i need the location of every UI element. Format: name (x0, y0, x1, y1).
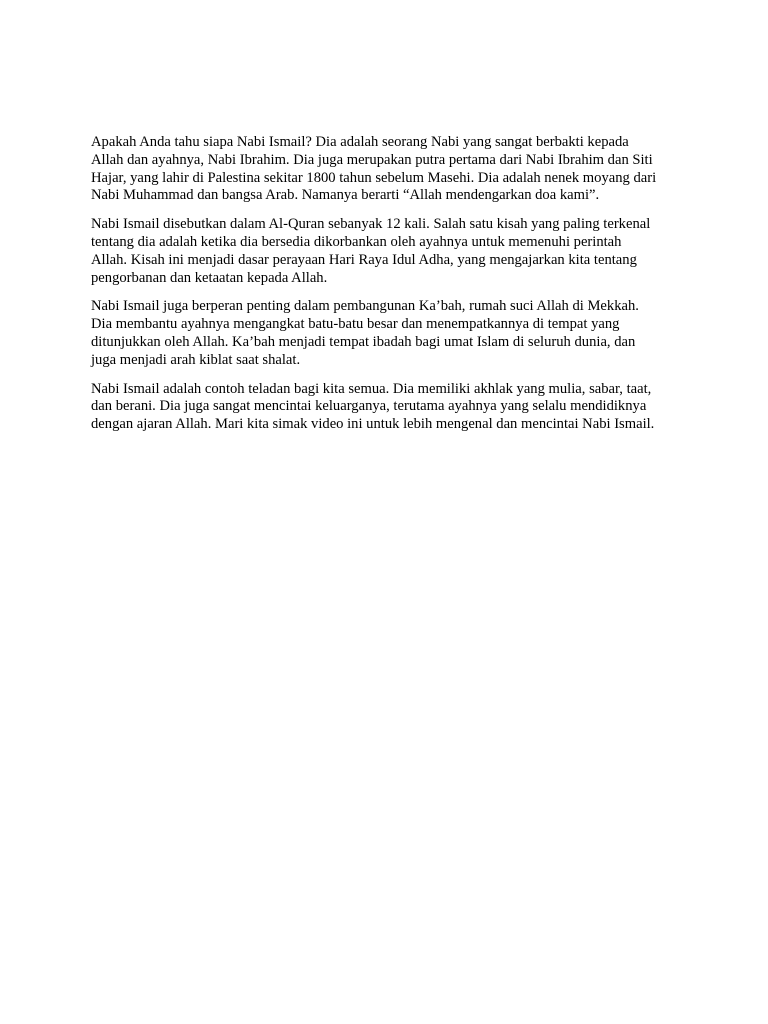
text-line: Hajar, yang lahir di Palestina sekitar 1800 tahun sebelum Masehi. Dia adalah nenek moyang dari (91, 169, 657, 186)
text-line: pengorbanan dan ketaatan kepada Allah. (91, 269, 328, 286)
document-body (91, 134, 679, 445)
text-line: tentang dia adalah ketika dia bersedia dikorbankan oleh ayahnya untuk memenuhi perintah (91, 233, 622, 250)
text-line: juga menjadi arah kiblat saat shalat. (91, 351, 301, 368)
text-line: ditunjukkan oleh Allah. Ka’bah menjadi tempat ibadah bagi umat Islam di seluruh dunia, dan (91, 333, 636, 350)
text-line: Nabi Muhammad dan bangsa Arab. Namanya berarti “Allah mendengarkan doa kami”. (91, 187, 600, 204)
paragraph-2 (91, 216, 679, 287)
text-line: Dia membantu ayahnya mengangkat batu-batu besar dan menempatkannya di tempat yang (91, 316, 620, 333)
paragraph-4 (91, 381, 679, 434)
text-line: Allah dan ayahnya, Nabi Ibrahim. Dia juga merupakan putra pertama dari Nabi Ibrahim dan Siti (91, 151, 653, 168)
text-line: Nabi Ismail juga berperan penting dalam pembangunan Ka’bah, rumah suci Allah di Mekkah. (91, 298, 639, 315)
text-line: Nabi Ismail disebutkan dalam Al-Quran sebanyak 12 kali. Salah satu kisah yang paling terkenal (91, 216, 651, 233)
text-line: dan berani. Dia juga sangat mencintai keluarganya, terutama ayahnya yang selalu mendidiknya (91, 398, 647, 415)
text-line: Nabi Ismail adalah contoh teladan bagi kita semua. Dia memiliki akhlak yang mulia, sabar, taat, (91, 380, 652, 397)
paragraph-3 (91, 298, 679, 369)
text-line: dengan ajaran Allah. Mari kita simak video ini untuk lebih mengenal dan mencintai Nabi Ismail. (91, 416, 655, 433)
text-line: Apakah Anda tahu siapa Nabi Ismail? Dia adalah seorang Nabi yang sangat berbakti kepada (91, 134, 629, 150)
text-line: Allah. Kisah ini menjadi dasar perayaan Hari Raya Idul Adha, yang mengajarkan kita tentang (91, 251, 637, 268)
paragraph-1 (91, 134, 679, 205)
